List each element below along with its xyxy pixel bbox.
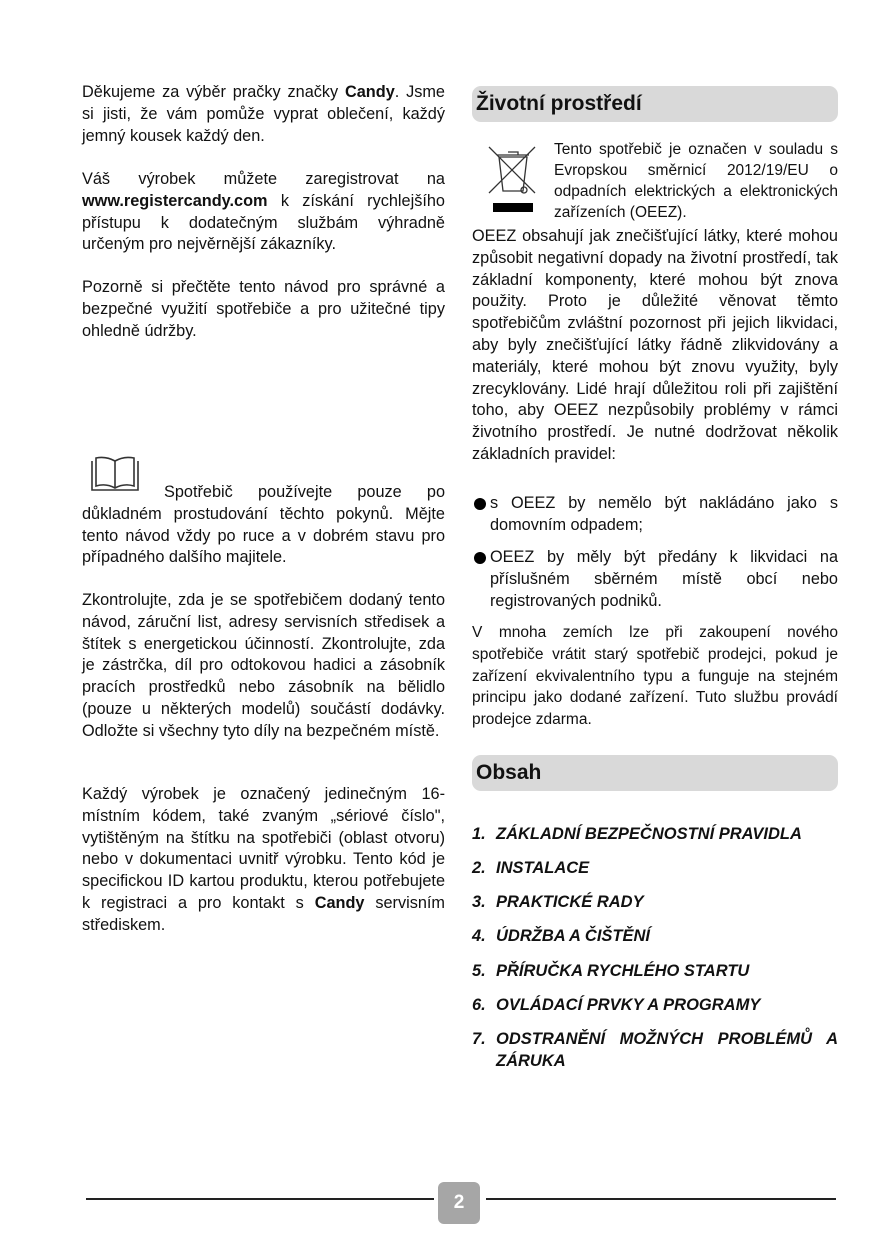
toc-label: ODSTRANĚNÍ MOŽNÝCH PROBLÉMŮ A ZÁRUKA xyxy=(496,1030,838,1070)
bullet-item xyxy=(472,547,838,612)
text: servisním střediskem. xyxy=(82,893,445,934)
bullet-item xyxy=(472,493,838,537)
toc-number: 2. xyxy=(472,859,486,877)
environment-heading: Životní prostředí xyxy=(472,86,838,122)
brand-name: Candy xyxy=(344,83,395,101)
toc-item[interactable] xyxy=(472,857,838,879)
toc-number: 1. xyxy=(472,825,486,843)
toc-item[interactable] xyxy=(472,891,838,913)
toc-item[interactable] xyxy=(472,994,838,1016)
toc-label: PRAKTICKÉ RADY xyxy=(496,893,644,911)
bullet-text: s OEEZ by nemělo být nakládáno jako s domovním odpadem; xyxy=(490,494,838,534)
text: k získání rychlejšího přístupu k dodatečným službám výhradně určeným pro nejvěrnější zákazníky. xyxy=(82,191,445,254)
intro-paragraph xyxy=(82,82,445,147)
weee-directive-text: Tento spotřebič je označen v souladu s Evropskou směrnicí 2012/19/EU o odpadních elektrických a elektronických zařízeních (OEEZ). xyxy=(554,141,838,221)
toc-number: 5. xyxy=(472,962,486,980)
toc-number: 3. xyxy=(472,893,486,911)
bullet-icon xyxy=(474,552,486,564)
toc-item[interactable] xyxy=(472,960,838,982)
text: Každý výrobek je označený jedinečným 16-místním kódem, také zvaným „sériové číslo", vytištěným na štítku na spotřebiči (oblast otvoru) nebo v dokumentaci uvnitř výrobku. Tento kód je specifickou ID kartou produktu, kterou potřebujete k registraci a pro kontakt s xyxy=(82,785,445,912)
toc-label: ÚDRŽBA A ČIŠTĚNÍ xyxy=(496,927,650,945)
read-manual-paragraph: Pozorně si přečtěte tento návod pro správné a bezpečné využití spotřebiče a pro užitečné tipy ohledně údržby. xyxy=(82,278,445,340)
toc-label: INSTALACE xyxy=(496,859,590,877)
toc-label: PŘÍRUČKA RYCHLÉHO STARTU xyxy=(496,962,750,980)
toc-item[interactable] xyxy=(472,925,838,947)
toc-label: OVLÁDACÍ PRVKY A PROGRAMY xyxy=(496,996,761,1014)
bullet-text: OEEZ by měly být předány k likvidaci na příslušném sběrném místě obcí nebo registrovaných podniků. xyxy=(490,548,838,610)
weee-paragraph: OEEZ obsahují jak znečišťující látky, které mohou způsobit negativní dopady na životní prostředí, tak základní komponenty, které mohou být znova použity. Proto je důležité věnovat těmto spotřebičům zvláštní pozornost při jejich likvidaci, aby byly znečišťující látky řádně zlikvidovány a materiály, které mohou být znovu využity, byly zrecyklovány. Lidé hrají důležitou roli při zajištění toho, aby OEEZ nezpůsobily problémy v rámci životního prostředí. Je nutné dodržovat několik základních pravidel: xyxy=(472,227,838,463)
return-paragraph: V mnoha zemích lze při zakoupení nového spotřebiče vrátit starý spotřebič prodejci, pokud je zařízení ekvivalentního typu a funguje na stejném principu jako dodané zařízení. Tuto službu provádí prodejce zdarma. xyxy=(472,624,838,729)
page-number: 2 xyxy=(438,1182,480,1224)
weee-bin-icon xyxy=(485,143,541,215)
toc-item[interactable] xyxy=(472,823,838,845)
text: Váš výrobek můžete zaregistrovat na xyxy=(82,170,445,188)
toc-number: 7. xyxy=(472,1030,486,1048)
serial-paragraph xyxy=(82,784,445,937)
brand-name: Candy xyxy=(314,893,365,912)
toc-item[interactable] xyxy=(472,1028,838,1072)
register-paragraph xyxy=(82,169,445,256)
register-link[interactable]: www.registercandy.com xyxy=(82,191,268,210)
bullet-icon xyxy=(474,498,486,510)
text: . Jsme si jisti, že vám pomůže vyprat oblečení, každý jemný kousek každý den. xyxy=(82,83,445,145)
footer-divider xyxy=(86,1198,434,1200)
toc-number: 4. xyxy=(472,927,486,945)
text: Děkujeme za výběr pračky značky xyxy=(82,83,345,101)
check-contents-paragraph: Zkontrolujte, zda je se spotřebičem dodaný tento návod, záruční list, adresy servisních středisek a štítek s energetickou účinností. Zkontrolujte, zda je zástrčka, díl pro odtokovou hadici a zásobník pracích prostředků nebo zásobník na bělidlo (pouze u některých modelů) součástí dodávky. Odložte si všechny tyto díly na bezpečném místě. xyxy=(82,591,445,740)
contents-heading: Obsah xyxy=(472,755,838,791)
footer-divider xyxy=(486,1198,836,1200)
toc-number: 6. xyxy=(472,996,486,1014)
toc-label: ZÁKLADNÍ BEZPEČNOSTNÍ PRAVIDLA xyxy=(496,825,802,843)
usage-paragraph: Spotřebič používejte pouze po důkladném prostudování těchto pokynů. Mějte tento návod vždy po ruce a v dobrém stavu pro případného dalšího majitele. xyxy=(82,483,445,567)
